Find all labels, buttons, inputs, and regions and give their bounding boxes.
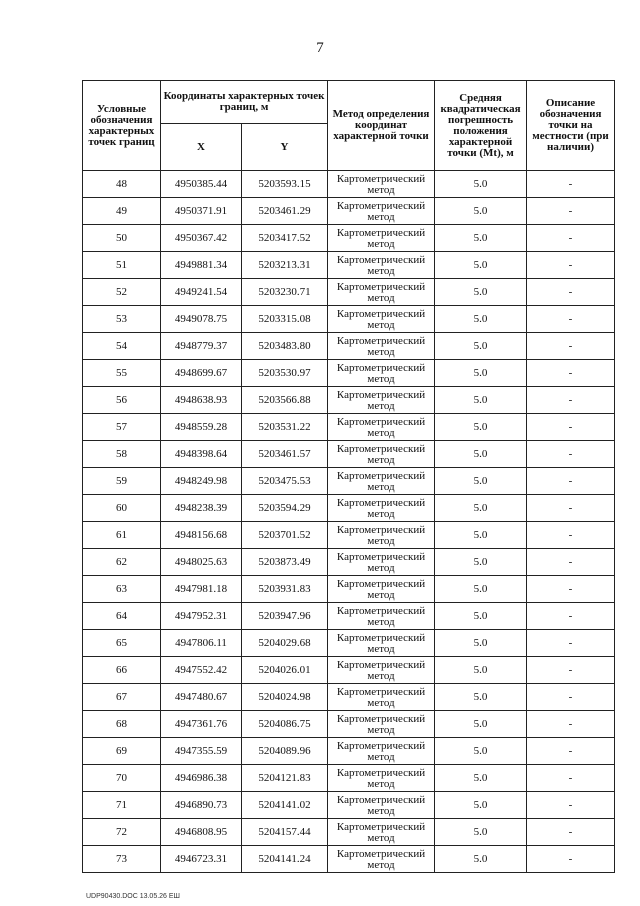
table-row bbox=[83, 846, 615, 873]
point-label-cell: 65 bbox=[83, 630, 161, 657]
description-cell: - bbox=[527, 225, 615, 252]
description-cell: - bbox=[527, 468, 615, 495]
point-label-cell: 49 bbox=[83, 198, 161, 225]
table-row bbox=[83, 819, 615, 846]
method-text: Картометрический метод bbox=[336, 416, 426, 439]
table-row bbox=[83, 441, 615, 468]
point-label-cell: 61 bbox=[83, 522, 161, 549]
x-coordinate-cell: 4947806.11 bbox=[161, 630, 242, 657]
method-cell bbox=[328, 279, 435, 306]
table-row bbox=[83, 414, 615, 441]
method-text: Картометрический метод bbox=[336, 713, 426, 736]
error-cell: 5.0 bbox=[435, 549, 527, 576]
description-cell: - bbox=[527, 819, 615, 846]
x-coordinate-cell: 4948025.63 bbox=[161, 549, 242, 576]
page-number: 7 bbox=[316, 40, 324, 56]
method-text: Картометрический метод bbox=[336, 497, 426, 520]
point-label-cell: 54 bbox=[83, 333, 161, 360]
error-cell: 5.0 bbox=[435, 468, 527, 495]
y-coordinate-cell: 5204121.83 bbox=[242, 765, 328, 792]
table-row bbox=[83, 198, 615, 225]
x-coordinate-cell: 4946986.38 bbox=[161, 765, 242, 792]
method-cell bbox=[328, 387, 435, 414]
method-text: Картометрический метод bbox=[336, 524, 426, 547]
method-cell bbox=[328, 846, 435, 873]
description-cell: - bbox=[527, 306, 615, 333]
table-row bbox=[83, 522, 615, 549]
description-cell: - bbox=[527, 657, 615, 684]
table-row bbox=[83, 657, 615, 684]
table-row bbox=[83, 468, 615, 495]
description-cell: - bbox=[527, 360, 615, 387]
method-text: Картометрический метод bbox=[336, 578, 426, 601]
y-coordinate-cell: 5204157.44 bbox=[242, 819, 328, 846]
header-coordinates: Координаты характерных точек границ, м bbox=[161, 81, 328, 124]
error-cell: 5.0 bbox=[435, 711, 527, 738]
y-coordinate-cell: 5203566.88 bbox=[242, 387, 328, 414]
error-cell: 5.0 bbox=[435, 333, 527, 360]
point-label-cell: 52 bbox=[83, 279, 161, 306]
description-cell: - bbox=[527, 522, 615, 549]
x-coordinate-cell: 4947981.18 bbox=[161, 576, 242, 603]
y-coordinate-cell: 5204086.75 bbox=[242, 711, 328, 738]
method-cell bbox=[328, 522, 435, 549]
description-cell: - bbox=[527, 495, 615, 522]
table-row bbox=[83, 738, 615, 765]
description-cell: - bbox=[527, 603, 615, 630]
point-label-cell: 68 bbox=[83, 711, 161, 738]
y-coordinate-cell: 5203461.29 bbox=[242, 198, 328, 225]
method-text: Картометрический метод bbox=[336, 848, 426, 871]
method-cell bbox=[328, 198, 435, 225]
method-cell bbox=[328, 414, 435, 441]
table-row bbox=[83, 171, 615, 198]
description-cell: - bbox=[527, 333, 615, 360]
table-row bbox=[83, 387, 615, 414]
y-coordinate-cell: 5204141.24 bbox=[242, 846, 328, 873]
y-coordinate-cell: 5203531.22 bbox=[242, 414, 328, 441]
error-cell: 5.0 bbox=[435, 819, 527, 846]
header-error: Средняя квадратическая погрешность положения характерной точки (Mt), м bbox=[435, 81, 527, 171]
x-coordinate-cell: 4950367.42 bbox=[161, 225, 242, 252]
x-coordinate-cell: 4946808.95 bbox=[161, 819, 242, 846]
point-label-cell: 69 bbox=[83, 738, 161, 765]
y-coordinate-cell: 5203315.08 bbox=[242, 306, 328, 333]
table-row bbox=[83, 765, 615, 792]
x-coordinate-cell: 4950371.91 bbox=[161, 198, 242, 225]
description-cell: - bbox=[527, 252, 615, 279]
table-row bbox=[83, 225, 615, 252]
method-text: Картометрический метод bbox=[336, 254, 426, 277]
method-text: Картометрический метод bbox=[336, 551, 426, 574]
y-coordinate-cell: 5203931.83 bbox=[242, 576, 328, 603]
x-coordinate-cell: 4947355.59 bbox=[161, 738, 242, 765]
description-cell: - bbox=[527, 549, 615, 576]
point-label-cell: 66 bbox=[83, 657, 161, 684]
y-coordinate-cell: 5203594.29 bbox=[242, 495, 328, 522]
method-cell bbox=[328, 333, 435, 360]
error-cell: 5.0 bbox=[435, 630, 527, 657]
point-label-cell: 64 bbox=[83, 603, 161, 630]
table-row bbox=[83, 360, 615, 387]
y-coordinate-cell: 5203461.57 bbox=[242, 441, 328, 468]
y-coordinate-cell: 5203593.15 bbox=[242, 171, 328, 198]
x-coordinate-cell: 4949241.54 bbox=[161, 279, 242, 306]
method-text: Картометрический метод bbox=[336, 659, 426, 682]
method-cell bbox=[328, 171, 435, 198]
document-footer: UDP90430.DOC 13.05.26 ЕШ bbox=[86, 893, 180, 900]
method-cell bbox=[328, 306, 435, 333]
description-cell: - bbox=[527, 279, 615, 306]
method-text: Картометрический метод bbox=[336, 335, 426, 358]
x-coordinate-cell: 4947480.67 bbox=[161, 684, 242, 711]
header-label: Условные обозначения характерных точек границ bbox=[83, 81, 161, 171]
method-cell bbox=[328, 576, 435, 603]
point-label-cell: 59 bbox=[83, 468, 161, 495]
x-coordinate-cell: 4946723.31 bbox=[161, 846, 242, 873]
point-label-cell: 67 bbox=[83, 684, 161, 711]
method-cell bbox=[328, 819, 435, 846]
x-coordinate-cell: 4948398.64 bbox=[161, 441, 242, 468]
table-row bbox=[83, 549, 615, 576]
x-coordinate-cell: 4948699.67 bbox=[161, 360, 242, 387]
table-row bbox=[83, 576, 615, 603]
method-cell bbox=[328, 225, 435, 252]
method-text: Картометрический метод bbox=[336, 470, 426, 493]
point-label-cell: 50 bbox=[83, 225, 161, 252]
x-coordinate-cell: 4947361.76 bbox=[161, 711, 242, 738]
y-coordinate-cell: 5203475.53 bbox=[242, 468, 328, 495]
description-cell: - bbox=[527, 198, 615, 225]
method-text: Картометрический метод bbox=[336, 767, 426, 790]
y-coordinate-cell: 5203230.71 bbox=[242, 279, 328, 306]
method-cell bbox=[328, 711, 435, 738]
y-coordinate-cell: 5204024.98 bbox=[242, 684, 328, 711]
y-coordinate-cell: 5203483.80 bbox=[242, 333, 328, 360]
header-description: Описание обозначения точки на местности (при наличии) bbox=[527, 81, 615, 171]
description-cell: - bbox=[527, 630, 615, 657]
method-text: Картометрический метод bbox=[336, 281, 426, 304]
description-cell: - bbox=[527, 765, 615, 792]
point-label-cell: 63 bbox=[83, 576, 161, 603]
error-cell: 5.0 bbox=[435, 252, 527, 279]
method-text: Картометрический метод bbox=[336, 227, 426, 250]
y-coordinate-cell: 5203701.52 bbox=[242, 522, 328, 549]
description-cell: - bbox=[527, 792, 615, 819]
point-label-cell: 71 bbox=[83, 792, 161, 819]
header-y: Y bbox=[242, 124, 328, 171]
x-coordinate-cell: 4947952.31 bbox=[161, 603, 242, 630]
y-coordinate-cell: 5204141.02 bbox=[242, 792, 328, 819]
x-coordinate-cell: 4946890.73 bbox=[161, 792, 242, 819]
header-x: X bbox=[161, 124, 242, 171]
x-coordinate-cell: 4950385.44 bbox=[161, 171, 242, 198]
error-cell: 5.0 bbox=[435, 225, 527, 252]
error-cell: 5.0 bbox=[435, 603, 527, 630]
method-text: Картометрический метод bbox=[336, 308, 426, 331]
header-method: Метод определения координат характерной точки bbox=[328, 81, 435, 171]
y-coordinate-cell: 5203873.49 bbox=[242, 549, 328, 576]
error-cell: 5.0 bbox=[435, 306, 527, 333]
error-cell: 5.0 bbox=[435, 684, 527, 711]
point-label-cell: 60 bbox=[83, 495, 161, 522]
point-label-cell: 57 bbox=[83, 414, 161, 441]
table-body bbox=[83, 171, 615, 873]
method-text: Картометрический метод bbox=[336, 605, 426, 628]
y-coordinate-cell: 5203417.52 bbox=[242, 225, 328, 252]
method-cell bbox=[328, 765, 435, 792]
y-coordinate-cell: 5203213.31 bbox=[242, 252, 328, 279]
y-coordinate-cell: 5203947.96 bbox=[242, 603, 328, 630]
table-row bbox=[83, 630, 615, 657]
method-text: Картометрический метод bbox=[336, 794, 426, 817]
method-cell bbox=[328, 549, 435, 576]
table-row bbox=[83, 333, 615, 360]
description-cell: - bbox=[527, 711, 615, 738]
table-row bbox=[83, 252, 615, 279]
error-cell: 5.0 bbox=[435, 198, 527, 225]
y-coordinate-cell: 5203530.97 bbox=[242, 360, 328, 387]
method-text: Картометрический метод bbox=[336, 740, 426, 763]
error-cell: 5.0 bbox=[435, 495, 527, 522]
table-row bbox=[83, 684, 615, 711]
point-label-cell: 53 bbox=[83, 306, 161, 333]
error-cell: 5.0 bbox=[435, 414, 527, 441]
x-coordinate-cell: 4949078.75 bbox=[161, 306, 242, 333]
error-cell: 5.0 bbox=[435, 387, 527, 414]
description-cell: - bbox=[527, 414, 615, 441]
error-cell: 5.0 bbox=[435, 576, 527, 603]
error-cell: 5.0 bbox=[435, 765, 527, 792]
description-cell: - bbox=[527, 846, 615, 873]
y-coordinate-cell: 5204029.68 bbox=[242, 630, 328, 657]
method-text: Картометрический метод bbox=[336, 443, 426, 466]
method-text: Картометрический метод bbox=[336, 686, 426, 709]
method-cell bbox=[328, 792, 435, 819]
x-coordinate-cell: 4948638.93 bbox=[161, 387, 242, 414]
table-row bbox=[83, 711, 615, 738]
x-coordinate-cell: 4948249.98 bbox=[161, 468, 242, 495]
point-label-cell: 70 bbox=[83, 765, 161, 792]
table-header bbox=[83, 81, 615, 171]
error-cell: 5.0 bbox=[435, 657, 527, 684]
error-cell: 5.0 bbox=[435, 279, 527, 306]
description-cell: - bbox=[527, 441, 615, 468]
method-cell bbox=[328, 360, 435, 387]
method-text: Картометрический метод bbox=[336, 821, 426, 844]
y-coordinate-cell: 5204089.96 bbox=[242, 738, 328, 765]
table-row bbox=[83, 306, 615, 333]
point-label-cell: 55 bbox=[83, 360, 161, 387]
method-text: Картометрический метод bbox=[336, 389, 426, 412]
method-text: Картометрический метод bbox=[336, 173, 426, 196]
error-cell: 5.0 bbox=[435, 441, 527, 468]
x-coordinate-cell: 4948238.39 bbox=[161, 495, 242, 522]
method-cell bbox=[328, 603, 435, 630]
y-coordinate-cell: 5204026.01 bbox=[242, 657, 328, 684]
method-cell bbox=[328, 495, 435, 522]
description-cell: - bbox=[527, 576, 615, 603]
boundary-points-table bbox=[82, 80, 615, 873]
method-cell bbox=[328, 252, 435, 279]
point-label-cell: 48 bbox=[83, 171, 161, 198]
point-label-cell: 56 bbox=[83, 387, 161, 414]
point-label-cell: 72 bbox=[83, 819, 161, 846]
method-cell bbox=[328, 684, 435, 711]
method-cell bbox=[328, 630, 435, 657]
method-cell bbox=[328, 468, 435, 495]
point-label-cell: 58 bbox=[83, 441, 161, 468]
method-text: Картометрический метод bbox=[336, 632, 426, 655]
x-coordinate-cell: 4948559.28 bbox=[161, 414, 242, 441]
error-cell: 5.0 bbox=[435, 792, 527, 819]
x-coordinate-cell: 4947552.42 bbox=[161, 657, 242, 684]
description-cell: - bbox=[527, 738, 615, 765]
point-label-cell: 62 bbox=[83, 549, 161, 576]
error-cell: 5.0 bbox=[435, 171, 527, 198]
error-cell: 5.0 bbox=[435, 360, 527, 387]
x-coordinate-cell: 4948156.68 bbox=[161, 522, 242, 549]
error-cell: 5.0 bbox=[435, 846, 527, 873]
description-cell: - bbox=[527, 684, 615, 711]
table-row bbox=[83, 603, 615, 630]
table-row bbox=[83, 495, 615, 522]
point-label-cell: 51 bbox=[83, 252, 161, 279]
error-cell: 5.0 bbox=[435, 738, 527, 765]
description-cell: - bbox=[527, 387, 615, 414]
point-label-cell: 73 bbox=[83, 846, 161, 873]
description-cell: - bbox=[527, 171, 615, 198]
method-cell bbox=[328, 738, 435, 765]
method-text: Картометрический метод bbox=[336, 362, 426, 385]
error-cell: 5.0 bbox=[435, 522, 527, 549]
x-coordinate-cell: 4949881.34 bbox=[161, 252, 242, 279]
x-coordinate-cell: 4948779.37 bbox=[161, 333, 242, 360]
method-cell bbox=[328, 657, 435, 684]
method-cell bbox=[328, 441, 435, 468]
table-row bbox=[83, 279, 615, 306]
method-text: Картометрический метод bbox=[336, 200, 426, 223]
table-row bbox=[83, 792, 615, 819]
